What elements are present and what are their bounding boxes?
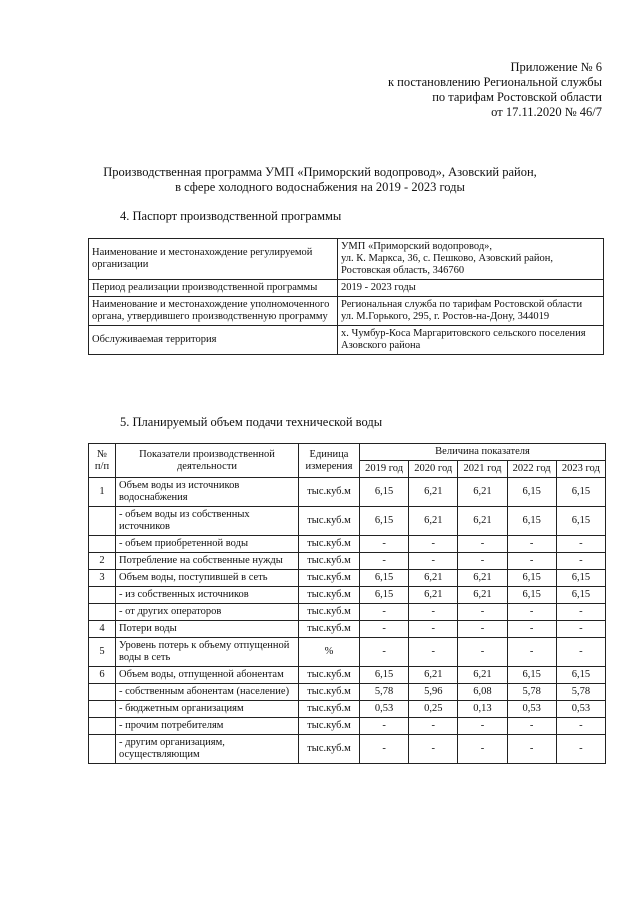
row-unit: тыс.куб.м [299, 735, 360, 764]
row-value: 6,21 [409, 478, 458, 507]
row-value: 5,78 [360, 684, 409, 701]
row-num: 5 [89, 638, 116, 667]
row-value: - [360, 553, 409, 570]
row-value: - [556, 638, 605, 667]
row-value: - [507, 638, 556, 667]
row-value: - [556, 718, 605, 735]
table-row [89, 553, 606, 570]
header-unit: Единица измерения [299, 444, 360, 478]
row-value: 6,15 [360, 667, 409, 684]
row-num [89, 507, 116, 536]
row-name: Потребление на собственные нужды [116, 553, 299, 570]
title-line: в сфере холодного водоснабжения на 2019 - 2023 годы [175, 180, 465, 194]
row-value: - [409, 621, 458, 638]
row-num [89, 735, 116, 764]
row-name: - объем воды из собственных источников [116, 507, 299, 536]
row-num [89, 701, 116, 718]
passport-value-line: Ростовская область, 346760 [341, 265, 465, 276]
row-value: - [458, 536, 507, 553]
row-value: 6,21 [458, 587, 507, 604]
row-unit: тыс.куб.м [299, 478, 360, 507]
row-value: 6,15 [507, 478, 556, 507]
passport-value-line: УМП «Приморский водопровод», [341, 241, 493, 252]
row-num: 2 [89, 553, 116, 570]
row-value: - [409, 536, 458, 553]
row-num [89, 604, 116, 621]
table-row [89, 701, 606, 718]
table-row [89, 621, 606, 638]
row-value: - [556, 735, 605, 764]
row-value: 5,78 [507, 684, 556, 701]
row-value: 5,96 [409, 684, 458, 701]
row-name: - прочим потребителям [116, 718, 299, 735]
row-value: - [458, 604, 507, 621]
row-name: - другим организациям, осуществляющим [116, 735, 299, 764]
appendix-note [388, 60, 602, 120]
row-value: - [360, 536, 409, 553]
row-value: 6,15 [556, 587, 605, 604]
row-value: - [556, 536, 605, 553]
table-row [89, 684, 606, 701]
row-value: 0,53 [507, 701, 556, 718]
row-value: - [360, 621, 409, 638]
row-value: 6,21 [458, 667, 507, 684]
row-value: - [507, 536, 556, 553]
passport-label: Наименование и местонахождение регулируемой организации [89, 239, 338, 280]
row-value: 0,53 [360, 701, 409, 718]
table-row [89, 507, 606, 536]
row-value: 6,15 [360, 478, 409, 507]
passport-row [89, 297, 604, 326]
row-name: - собственным абонентам (население) [116, 684, 299, 701]
header-year: 2022 год [507, 461, 556, 478]
passport-row [89, 239, 604, 280]
row-value: - [458, 735, 507, 764]
appendix-line: по тарифам Ростовской области [432, 90, 602, 104]
row-name: Уровень потерь к объему отпущенной воды в сеть [116, 638, 299, 667]
row-unit: тыс.куб.м [299, 604, 360, 621]
row-name: - объем приобретенной воды [116, 536, 299, 553]
row-num [89, 587, 116, 604]
row-value: 6,21 [409, 587, 458, 604]
passport-value [338, 297, 604, 326]
row-value: - [409, 553, 458, 570]
row-unit: тыс.куб.м [299, 570, 360, 587]
section-4-heading: 4. Паспорт производственной программы [120, 209, 342, 223]
row-num [89, 536, 116, 553]
row-value: 6,08 [458, 684, 507, 701]
table-row [89, 604, 606, 621]
row-unit: тыс.куб.м [299, 587, 360, 604]
header-year: 2019 год [360, 461, 409, 478]
row-num: 6 [89, 667, 116, 684]
table-row [89, 570, 606, 587]
header-row [89, 444, 606, 461]
row-value: 6,21 [458, 570, 507, 587]
row-value: 6,21 [409, 667, 458, 684]
row-value: 5,78 [556, 684, 605, 701]
row-value: - [556, 553, 605, 570]
row-value: - [507, 553, 556, 570]
row-value: 6,21 [409, 570, 458, 587]
table-row [89, 638, 606, 667]
row-value: 0,53 [556, 701, 605, 718]
row-name: - из собственных источников [116, 587, 299, 604]
row-num [89, 684, 116, 701]
header-year: 2021 год [458, 461, 507, 478]
row-value: 6,21 [458, 507, 507, 536]
table-row [89, 478, 606, 507]
appendix-line: Приложение № 6 [510, 60, 602, 74]
appendix-line: к постановлению Региональной службы [387, 75, 602, 89]
header-year: 2023 год [556, 461, 605, 478]
passport-value-line: 2019 - 2023 годы [341, 282, 416, 293]
passport-label: Наименование и местонахождение уполномоченного органа, утвердившего производственную программу [89, 297, 338, 326]
volumes-table [88, 443, 606, 764]
row-value: 6,15 [360, 570, 409, 587]
row-value: 6,15 [507, 667, 556, 684]
table-row [89, 587, 606, 604]
row-value: - [556, 604, 605, 621]
passport-label: Период реализации производственной программы [89, 280, 338, 297]
row-value: 0,13 [458, 701, 507, 718]
row-unit: тыс.куб.м [299, 701, 360, 718]
row-unit: тыс.куб.м [299, 621, 360, 638]
row-unit: тыс.куб.м [299, 553, 360, 570]
row-unit: тыс.куб.м [299, 667, 360, 684]
passport-value-line: х. Чумбур-Коса Маргаритовского сельского поселения Азовского района [341, 328, 586, 351]
table-row [89, 718, 606, 735]
row-num: 4 [89, 621, 116, 638]
document-title [0, 165, 640, 195]
passport-value [338, 280, 604, 297]
row-value: - [360, 638, 409, 667]
row-value: 6,21 [458, 478, 507, 507]
row-value: 0,25 [409, 701, 458, 718]
row-value: - [409, 638, 458, 667]
row-value: - [458, 621, 507, 638]
row-name: - бюджетным организациям [116, 701, 299, 718]
header-name: Показатели производственной деятельности [116, 444, 299, 478]
passport-value [338, 239, 604, 280]
row-value: - [409, 718, 458, 735]
row-value: 6,15 [556, 570, 605, 587]
table-row [89, 667, 606, 684]
passport-row [89, 280, 604, 297]
title-line: Производственная программа УМП «Приморский водопровод», Азовский район, [103, 165, 537, 179]
table-row [89, 536, 606, 553]
passport-value-line: Региональная служба по тарифам Ростовской области [341, 299, 583, 310]
row-value: - [360, 718, 409, 735]
passport-value-line: ул. М.Горького, 295, г. Ростов-на-Дону, 344019 [341, 311, 550, 322]
row-value: 6,15 [507, 570, 556, 587]
row-value: 6,15 [556, 667, 605, 684]
row-value: 6,15 [360, 507, 409, 536]
section-5-heading: 5. Планируемый объем подачи технической воды [120, 415, 383, 429]
row-value: - [556, 621, 605, 638]
header-year: 2020 год [409, 461, 458, 478]
passport-table [88, 238, 604, 355]
row-value: - [360, 735, 409, 764]
row-name: Объем воды, отпущенной абонентам [116, 667, 299, 684]
row-value: - [507, 735, 556, 764]
row-unit: тыс.куб.м [299, 718, 360, 735]
passport-value-line: ул. К. Маркса, 36, с. Пешково, Азовский район, [341, 253, 553, 264]
row-num: 3 [89, 570, 116, 587]
passport-label: Обслуживаемая территория [89, 326, 338, 355]
row-value: - [409, 604, 458, 621]
appendix-line: от 17.11.2020 № 46/7 [491, 105, 602, 119]
passport-value [338, 326, 604, 355]
row-value: - [507, 718, 556, 735]
row-value: - [409, 735, 458, 764]
row-value: 6,15 [507, 507, 556, 536]
row-value: - [458, 718, 507, 735]
header-num: № п/п [89, 444, 116, 478]
header-group: Величина показателя [360, 444, 606, 461]
row-name: Объем воды, поступившей в сеть [116, 570, 299, 587]
row-name: Объем воды из источников водоснабжения [116, 478, 299, 507]
row-unit: тыс.куб.м [299, 536, 360, 553]
row-value: 6,15 [360, 587, 409, 604]
row-value: - [360, 604, 409, 621]
row-value: - [507, 621, 556, 638]
row-value: 6,15 [556, 507, 605, 536]
row-value: 6,15 [556, 478, 605, 507]
passport-row [89, 326, 604, 355]
table-row [89, 735, 606, 764]
row-name: Потери воды [116, 621, 299, 638]
row-num [89, 718, 116, 735]
row-unit: тыс.куб.м [299, 684, 360, 701]
row-num: 1 [89, 478, 116, 507]
row-value: - [458, 553, 507, 570]
row-value: 6,15 [507, 587, 556, 604]
row-value: - [458, 638, 507, 667]
row-unit: % [299, 638, 360, 667]
row-name: - от других операторов [116, 604, 299, 621]
row-unit: тыс.куб.м [299, 507, 360, 536]
row-value: - [507, 604, 556, 621]
row-value: 6,21 [409, 507, 458, 536]
